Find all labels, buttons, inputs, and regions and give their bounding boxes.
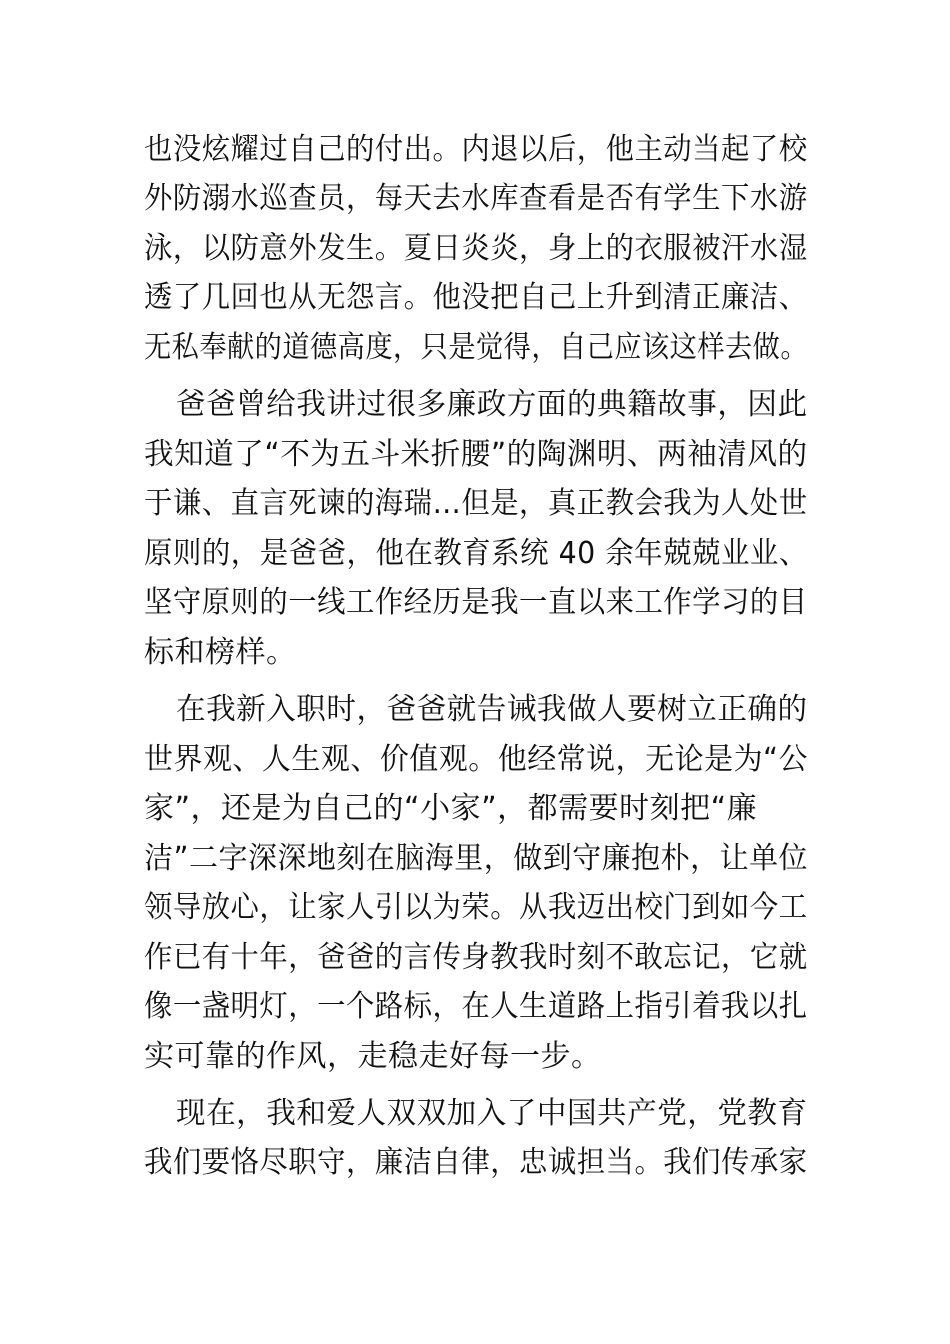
paragraph-3-line-5: 领导放心，让家人引以为荣。从我迈出校门到如今工 <box>144 890 808 925</box>
paragraph-4-line-1: 现在，我和爱人双双加入了中国共产党，党教育 <box>176 1096 808 1131</box>
paragraph-3-line-2: 世界观、人生观、价值观。他经常说，无论是为“公 <box>144 742 809 777</box>
paragraph-2-line-5: 坚守原则的一线工作经历是我一直以来工作学习的目 <box>144 585 808 620</box>
paragraph-2-line-6: 标和榜样。 <box>144 635 297 670</box>
paragraph-1-line-3: 泳，以防意外发生。夏日炎炎，身上的衣服被汗水湿 <box>144 231 808 266</box>
paragraph-1-line-4: 透了几回也从无怨言。他没把自己上升到清正廉洁、 <box>144 280 808 315</box>
paragraph-1-line-5: 无私奉献的道德高度，只是觉得，自己应该这样去做。 <box>144 330 808 365</box>
paragraph-3-line-4: 洁”二字深深地刻在脑海里，做到守廉抱朴，让单位 <box>144 841 809 876</box>
paragraph-3-line-7: 像一盏明灯，一个路标，在人生道路上指引着我以扎 <box>144 989 808 1024</box>
paragraph-1-line-2: 外防溺水巡查员，每天去水库查看是否有学生下水游 <box>144 181 808 216</box>
paragraph-3-line-8: 实可靠的作风，走稳走好每一步。 <box>144 1039 602 1074</box>
paragraph-2-line-2: 我知道了“不为五斗米折腰”的陶渊明、两袖清风的 <box>144 437 808 472</box>
paragraph-3-line-3: 家”，还是为自己的“小家”，都需要时刻把“廉 <box>144 791 758 826</box>
paragraph-2-line-1: 爸爸曾给我讲过很多廉政方面的典籍故事，因此 <box>176 387 808 422</box>
paragraph-4-line-2: 我们要恪尽职守，廉洁自律，忠诚担当。我们传承家 <box>144 1145 808 1180</box>
paragraph-2-line-4: 原则的，是爸爸，他在教育系统 40 余年兢兢业业、 <box>144 536 808 571</box>
paragraph-3-line-1: 在我新入职时，爸爸就告诫我做人要树立正确的 <box>176 692 808 727</box>
paragraph-1-line-1: 也没炫耀过自己的付出。内退以后，他主动当起了校 <box>144 132 808 167</box>
paragraph-2-line-3: 于谦、直言死谏的海瑞…但是，真正教会我为人处世 <box>144 486 808 521</box>
paragraph-3-line-6: 作已有十年，爸爸的言传身教我时刻不敢忘记，它就 <box>144 940 808 975</box>
